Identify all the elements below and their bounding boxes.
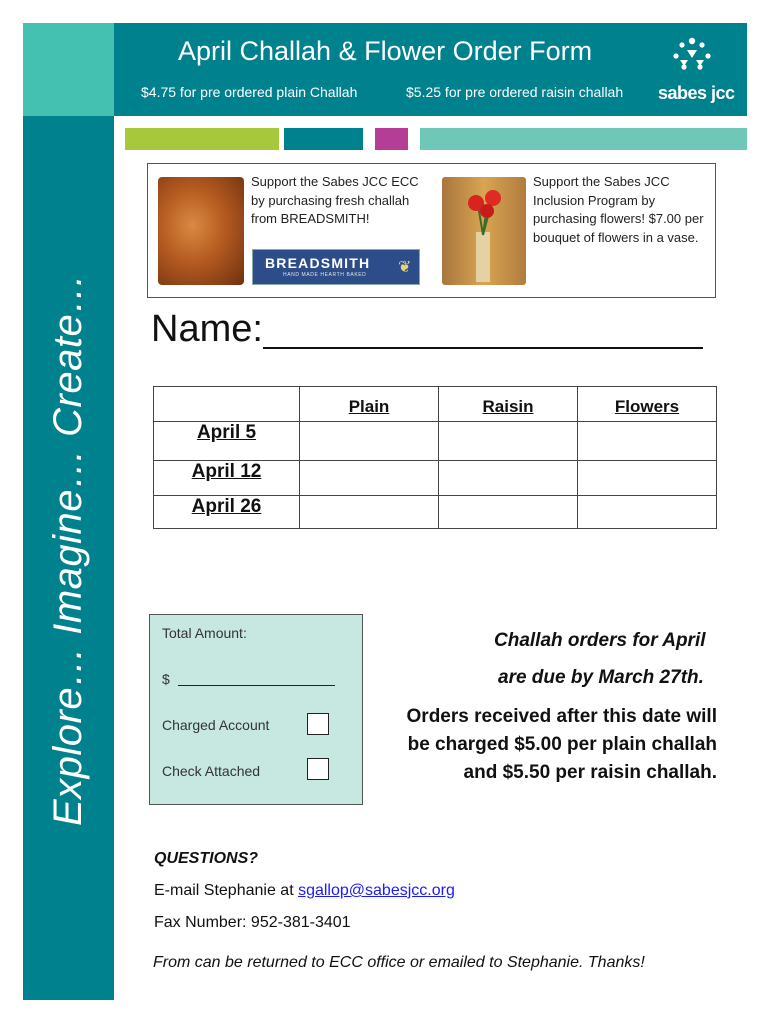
magenta-accent-bar bbox=[375, 128, 408, 150]
sabes-jcc-logo-icon bbox=[670, 36, 714, 76]
payment-box bbox=[149, 614, 363, 805]
return-instructions: From can be returned to ECC office or emailed to Stephanie. Thanks! bbox=[153, 954, 645, 971]
challah-bread-photo bbox=[158, 177, 244, 285]
check-attached-checkbox[interactable] bbox=[307, 758, 329, 780]
plain-qty-cell[interactable] bbox=[300, 496, 439, 529]
plain-qty-cell[interactable] bbox=[300, 422, 439, 461]
raisin-challah-price: $5.25 for pre ordered raisin challah bbox=[406, 84, 624, 100]
page-title: April Challah & Flower Order Form bbox=[178, 36, 593, 66]
sidebar-tagline: Explore… Imagine… Create… bbox=[46, 273, 90, 826]
teal-accent-bar bbox=[284, 128, 363, 150]
deadline-line-2: are due by March 27th. bbox=[498, 667, 704, 688]
deadline-line-1: Challah orders for April bbox=[494, 630, 706, 651]
plain-challah-price: $4.75 for pre ordered plain Challah bbox=[141, 84, 358, 100]
late-fee-notice: Orders received after this date will be charged $5.00 per plain challah and $5.50 per raisin challah. bbox=[406, 706, 717, 783]
breadsmith-logo-word: BREADSMITH bbox=[265, 255, 371, 271]
table-row bbox=[154, 496, 717, 529]
table-row bbox=[154, 461, 717, 496]
flowers-qty-cell[interactable] bbox=[578, 496, 717, 529]
charged-account-checkbox[interactable] bbox=[307, 713, 329, 735]
questions-heading: QUESTIONS? bbox=[154, 850, 259, 867]
row-date-april-26: April 26 bbox=[154, 496, 300, 529]
check-attached-label: Check Attached bbox=[162, 763, 261, 779]
raisin-qty-cell[interactable] bbox=[439, 422, 578, 461]
order-table-header bbox=[154, 387, 717, 422]
column-header-plain: Plain bbox=[300, 387, 439, 422]
column-header-raisin: Raisin bbox=[439, 387, 578, 422]
mint-accent-bar bbox=[420, 128, 747, 150]
total-amount-field[interactable] bbox=[178, 685, 335, 686]
wheat-icon: ❦ bbox=[398, 259, 412, 276]
fax-number: Fax Number: 952-381-3401 bbox=[154, 914, 351, 931]
header-banner bbox=[114, 23, 747, 116]
breadsmith-logo-tagline: HAND MADE HEARTH BAKED bbox=[283, 272, 367, 278]
lime-accent-bar bbox=[125, 128, 279, 150]
order-table bbox=[153, 386, 717, 529]
flowers-qty-cell[interactable] bbox=[578, 461, 717, 496]
breadsmith-promo-text: Support the Sabes JCC ECC by purchasing fresh challah from BREADSMITH! bbox=[251, 174, 419, 226]
breadsmith-logo bbox=[252, 249, 420, 285]
name-label: Name: bbox=[151, 308, 263, 350]
flower-vase-icon bbox=[442, 177, 526, 285]
row-date-april-12: April 12 bbox=[154, 461, 300, 496]
email-link[interactable]: sgallop@sabesjcc.org bbox=[298, 882, 455, 899]
flowers-qty-cell[interactable] bbox=[578, 422, 717, 461]
promo-box bbox=[147, 163, 716, 298]
plain-qty-cell[interactable] bbox=[300, 461, 439, 496]
email-prefix: E-mail Stephanie at bbox=[154, 882, 299, 899]
header-blank-cell bbox=[154, 387, 300, 422]
flowers-promo-text: Support the Sabes JCC Inclusion Program by purchasing flowers! $7.00 per bouquet of flowers in a vase. bbox=[533, 174, 704, 245]
charged-account-label: Charged Account bbox=[162, 717, 270, 733]
table-row bbox=[154, 422, 717, 461]
sidebar-accent-block bbox=[23, 23, 114, 116]
column-header-flowers: Flowers bbox=[578, 387, 717, 422]
total-amount-label: Total Amount: bbox=[162, 625, 247, 641]
sabes-jcc-logo-text: sabes jcc bbox=[658, 83, 735, 103]
name-input-line[interactable] bbox=[263, 347, 703, 349]
raisin-qty-cell[interactable] bbox=[439, 496, 578, 529]
dollar-sign: $ bbox=[162, 671, 170, 687]
email-contact-line bbox=[154, 882, 455, 900]
row-date-april-5: April 5 bbox=[154, 422, 300, 461]
raisin-qty-cell[interactable] bbox=[439, 461, 578, 496]
flower-vase-photo bbox=[442, 177, 526, 285]
